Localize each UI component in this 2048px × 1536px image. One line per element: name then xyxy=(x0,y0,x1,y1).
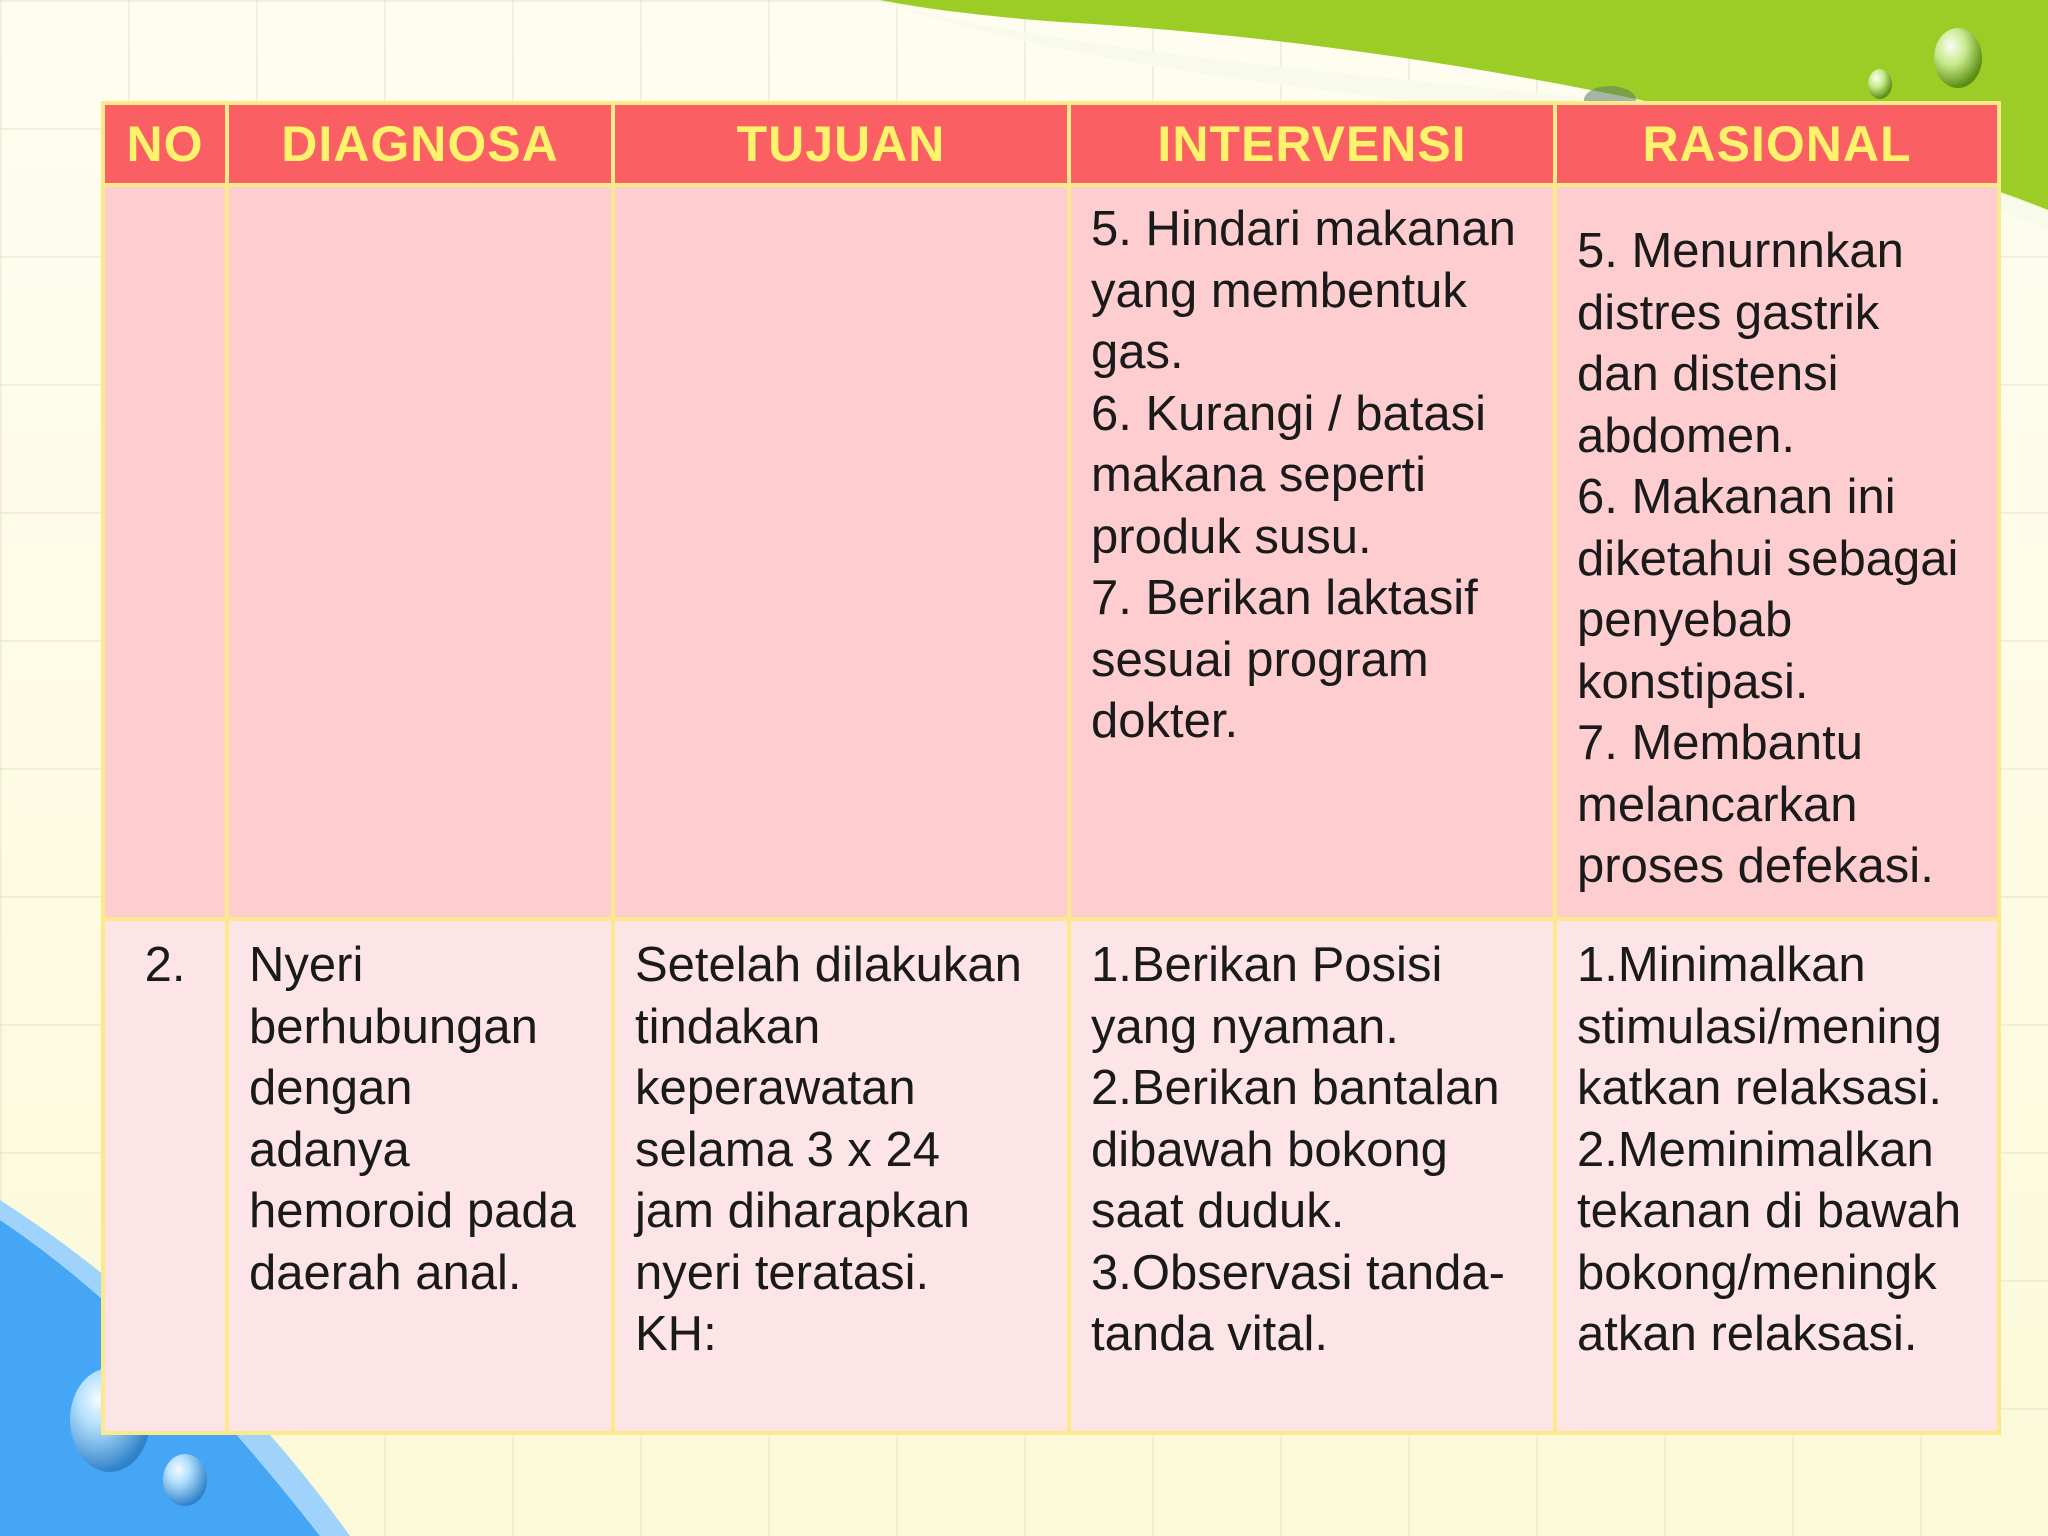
cell-tujuan xyxy=(613,185,1069,919)
cell-diagnosa xyxy=(227,919,613,1433)
cell-tujuan xyxy=(613,919,1069,1433)
cell-intervensi xyxy=(1069,185,1555,919)
care-plan-table-container xyxy=(101,101,1997,1435)
header-no: NO xyxy=(103,103,227,185)
cell-no-text xyxy=(105,187,225,201)
cell-diagnosa xyxy=(227,185,613,919)
cell-no-text: 2. xyxy=(144,938,186,992)
cell-no xyxy=(103,919,227,1433)
cell-intervensi xyxy=(1069,919,1555,1433)
header-diagnosa: DIAGNOSA xyxy=(227,103,613,185)
cell-diagnosa-text: Nyeri berhubungan dengan adanya hemoroid pada daerah anal. xyxy=(249,938,576,1300)
cell-tujuan-text xyxy=(615,187,1067,201)
care-plan-table xyxy=(101,101,2001,1435)
cell-rasional-text: 1.Minimalkan stimulasi/mening katkan relaksasi. 2.Meminimalkan tekanan di bawah bokong/meningk atkan relaksasi. xyxy=(1577,938,1962,1361)
cell-no xyxy=(103,185,227,919)
cell-rasional-text: 5. Menurnnkan distres gastrik dan distensi abdomen. 6. Makanan ini diketahui sebagai penyebab konstipasi. 7. Membantu melancarkan proses defekasi. xyxy=(1577,224,1959,893)
header-rasional: RASIONAL xyxy=(1555,103,1999,185)
water-drop-icon xyxy=(163,1454,207,1506)
table-row xyxy=(103,185,1999,919)
cell-diagnosa-text xyxy=(229,187,611,201)
table-row xyxy=(103,919,1999,1433)
table-header-row xyxy=(103,103,1999,185)
water-drop-icon xyxy=(1934,28,1982,88)
water-drop-icon xyxy=(1868,69,1892,99)
cell-intervensi-text: 5. Hindari makanan yang membentuk gas. 6. Kurangi / batasi makana seperti produk susu. 7. Berikan laktasif sesuai program dokter. xyxy=(1091,202,1516,748)
cell-intervensi-text: 1.Berikan Posisi yang nyaman. 2.Berikan bantalan dibawah bokong saat duduk. 3.Observasi tanda- tanda vital. xyxy=(1091,938,1505,1361)
header-intervensi: INTERVENSI xyxy=(1069,103,1555,185)
header-tujuan: TUJUAN xyxy=(613,103,1069,185)
cell-rasional xyxy=(1555,919,1999,1433)
cell-rasional xyxy=(1555,185,1999,919)
cell-tujuan-text: Setelah dilakukan tindakan keperawatan selama 3 x 24 jam diharapkan nyeri teratasi. KH: xyxy=(635,938,1022,1361)
